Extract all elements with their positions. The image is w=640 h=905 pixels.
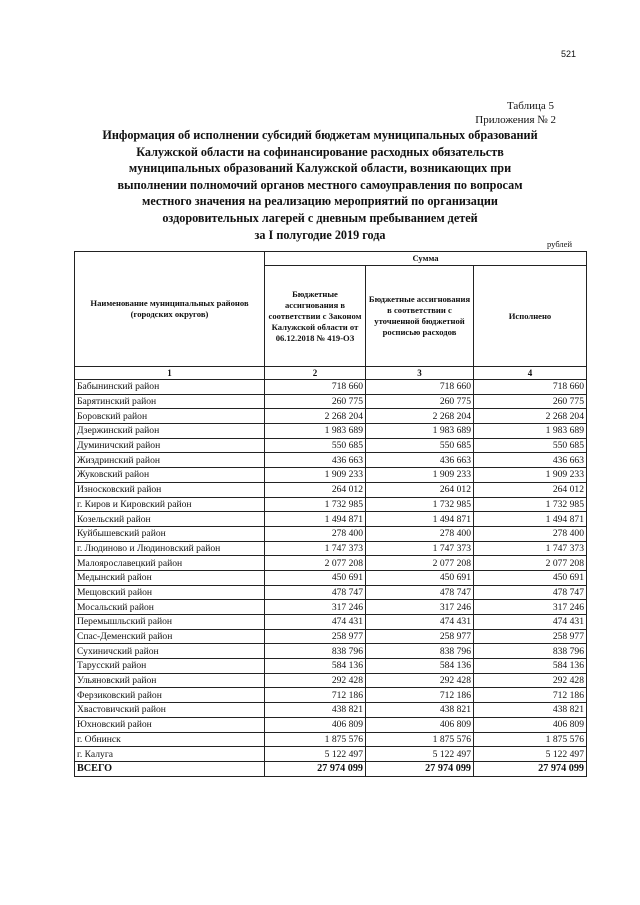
municipality-name: Малоярославецкий район <box>75 556 265 571</box>
title-line: Калужской области на софинансирование расходных обязательств <box>136 144 504 159</box>
table-row <box>75 570 587 585</box>
law-allocation-value: 550 685 <box>265 438 366 453</box>
municipality-name: Барятинский район <box>75 394 265 409</box>
table-body <box>75 380 587 777</box>
table-row <box>75 468 587 483</box>
executed-value: 2 268 204 <box>474 409 587 424</box>
page-number: 521 <box>560 49 576 59</box>
executed-value: 1 494 871 <box>474 512 587 527</box>
municipality-name: Хвастовичский район <box>75 703 265 718</box>
law-allocation-value: 260 775 <box>265 394 366 409</box>
appendix-label: Приложения № 2 <box>475 114 556 126</box>
executed-value: 260 775 <box>474 394 587 409</box>
table-row <box>75 688 587 703</box>
table-row <box>75 644 587 659</box>
title-line: муниципальных образований Калужской области, возникающих при <box>128 161 512 176</box>
municipality-name: г. Людиново и Людиновский район <box>75 541 265 556</box>
revised-allocation-value: 450 691 <box>366 570 474 585</box>
municipality-name: Сухиничский район <box>75 644 265 659</box>
column-number: 2 <box>265 367 366 380</box>
column-header-revised-allocations: Бюджетные ассигнования в соответствии с уточненной бюджетной росписью расходов <box>366 266 474 367</box>
municipality-name: Перемышльский район <box>75 615 265 630</box>
table-row <box>75 703 587 718</box>
municipality-name: Жиздринский район <box>75 453 265 468</box>
law-allocation-value: 478 747 <box>265 585 366 600</box>
municipality-name: Мещовский район <box>75 585 265 600</box>
municipality-name: Ферзиковский район <box>75 688 265 703</box>
column-number: 4 <box>474 367 587 380</box>
executed-value: 438 821 <box>474 703 587 718</box>
law-allocation-value: 5 122 497 <box>265 747 366 762</box>
table-row <box>75 438 587 453</box>
executed-value: 712 186 <box>474 688 587 703</box>
table-row <box>75 541 587 556</box>
executed-value: 292 428 <box>474 673 587 688</box>
law-allocation-value: 436 663 <box>265 453 366 468</box>
table-row <box>75 409 587 424</box>
revised-allocation-value: 278 400 <box>366 526 474 541</box>
law-allocation-value: 712 186 <box>265 688 366 703</box>
column-number: 3 <box>366 367 474 380</box>
municipality-name: Спас-Деменский район <box>75 629 265 644</box>
table-row <box>75 717 587 732</box>
table-row <box>75 615 587 630</box>
executed-value: 478 747 <box>474 585 587 600</box>
municipality-name: Мосальский район <box>75 600 265 615</box>
title-line: за I полугодие 2019 года <box>254 227 386 242</box>
municipality-name: Жуковский район <box>75 468 265 483</box>
executed-value: 1 747 373 <box>474 541 587 556</box>
municipality-name: Ульяновский район <box>75 673 265 688</box>
table-label: Таблица 5 <box>506 100 554 112</box>
law-allocation-value: 1 983 689 <box>265 424 366 439</box>
revised-allocation-value: 258 977 <box>366 629 474 644</box>
revised-allocation-value: 2 268 204 <box>366 409 474 424</box>
law-allocation-value: 406 809 <box>265 717 366 732</box>
column-number: 1 <box>75 367 265 380</box>
table-row <box>75 380 587 395</box>
law-allocation-value: 450 691 <box>265 570 366 585</box>
municipality-name: Юхновский район <box>75 717 265 732</box>
law-allocation-value: 438 821 <box>265 703 366 718</box>
executed-value: 406 809 <box>474 717 587 732</box>
revised-allocation-value: 1 909 233 <box>366 468 474 483</box>
revised-allocation-value: 474 431 <box>366 615 474 630</box>
total-executed: 27 974 099 <box>474 761 587 776</box>
revised-allocation-value: 712 186 <box>366 688 474 703</box>
executed-value: 2 077 208 <box>474 556 587 571</box>
executed-value: 1 983 689 <box>474 424 587 439</box>
law-allocation-value: 2 268 204 <box>265 409 366 424</box>
executed-value: 450 691 <box>474 570 587 585</box>
table-row <box>75 424 587 439</box>
municipality-name: Тарусский район <box>75 659 265 674</box>
table-row <box>75 600 587 615</box>
law-allocation-value: 1 747 373 <box>265 541 366 556</box>
law-allocation-value: 584 136 <box>265 659 366 674</box>
executed-value: 474 431 <box>474 615 587 630</box>
revised-allocation-value: 264 012 <box>366 482 474 497</box>
revised-allocation-value: 438 821 <box>366 703 474 718</box>
title-line: выполнении полномочий органов местного самоуправления по вопросам <box>117 177 523 192</box>
table-row <box>75 747 587 762</box>
table-row <box>75 732 587 747</box>
column-header-sum: Сумма <box>265 252 587 266</box>
law-allocation-value: 474 431 <box>265 615 366 630</box>
unit-label: рублей <box>547 239 572 249</box>
law-allocation-value: 1 494 871 <box>265 512 366 527</box>
law-allocation-value: 264 012 <box>265 482 366 497</box>
column-header-executed: Исполнено <box>474 266 587 367</box>
municipality-name: Козельский район <box>75 512 265 527</box>
budget-table <box>74 251 587 777</box>
municipality-name: Боровский район <box>75 409 265 424</box>
municipality-name: Бабынинский район <box>75 380 265 395</box>
executed-value: 1 732 985 <box>474 497 587 512</box>
law-allocation-value: 258 977 <box>265 629 366 644</box>
revised-allocation-value: 1 732 985 <box>366 497 474 512</box>
table-row <box>75 512 587 527</box>
municipality-name: г. Калуга <box>75 747 265 762</box>
revised-allocation-value: 436 663 <box>366 453 474 468</box>
law-allocation-value: 718 660 <box>265 380 366 395</box>
law-allocation-value: 1 732 985 <box>265 497 366 512</box>
table-row <box>75 673 587 688</box>
revised-allocation-value: 5 122 497 <box>366 747 474 762</box>
title-line: Информация об исполнении субсидий бюджетам муниципальных образований <box>102 128 538 142</box>
executed-value: 1 909 233 <box>474 468 587 483</box>
executed-value: 5 122 497 <box>474 747 587 762</box>
table-row <box>75 659 587 674</box>
revised-allocation-value: 1 747 373 <box>366 541 474 556</box>
table-row <box>75 497 587 512</box>
law-allocation-value: 838 796 <box>265 644 366 659</box>
table-row <box>75 585 587 600</box>
municipality-name: Медынский район <box>75 570 265 585</box>
table-row <box>75 526 587 541</box>
document-title <box>100 127 540 243</box>
table-row <box>75 629 587 644</box>
executed-value: 718 660 <box>474 380 587 395</box>
law-allocation-value: 292 428 <box>265 673 366 688</box>
revised-allocation-value: 260 775 <box>366 394 474 409</box>
table-row <box>75 482 587 497</box>
law-allocation-value: 2 077 208 <box>265 556 366 571</box>
revised-allocation-value: 718 660 <box>366 380 474 395</box>
executed-value: 550 685 <box>474 438 587 453</box>
table-row <box>75 556 587 571</box>
title-line: оздоровительных лагерей с дневным пребыванием детей <box>162 210 478 225</box>
total-revised-allocation: 27 974 099 <box>366 761 474 776</box>
law-allocation-value: 1 875 576 <box>265 732 366 747</box>
executed-value: 278 400 <box>474 526 587 541</box>
executed-value: 838 796 <box>474 644 587 659</box>
revised-allocation-value: 317 246 <box>366 600 474 615</box>
revised-allocation-value: 1 494 871 <box>366 512 474 527</box>
municipality-name: г. Обнинск <box>75 732 265 747</box>
law-allocation-value: 1 909 233 <box>265 468 366 483</box>
title-line: местного значения на реализацию мероприятий по организации <box>142 194 498 209</box>
municipality-name: Куйбышевский район <box>75 526 265 541</box>
municipality-name: Дзержинский район <box>75 424 265 439</box>
revised-allocation-value: 1 875 576 <box>366 732 474 747</box>
revised-allocation-value: 2 077 208 <box>366 556 474 571</box>
executed-value: 1 875 576 <box>474 732 587 747</box>
law-allocation-value: 317 246 <box>265 600 366 615</box>
revised-allocation-value: 478 747 <box>366 585 474 600</box>
revised-allocation-value: 584 136 <box>366 659 474 674</box>
executed-value: 264 012 <box>474 482 587 497</box>
total-label: ВСЕГО <box>75 761 265 776</box>
executed-value: 258 977 <box>474 629 587 644</box>
revised-allocation-value: 292 428 <box>366 673 474 688</box>
revised-allocation-value: 838 796 <box>366 644 474 659</box>
executed-value: 317 246 <box>474 600 587 615</box>
column-header-name: Наименование муниципальных районов (городских округов) <box>75 252 265 367</box>
revised-allocation-value: 1 983 689 <box>366 424 474 439</box>
total-row <box>75 761 587 776</box>
municipality-name: Износковский район <box>75 482 265 497</box>
executed-value: 436 663 <box>474 453 587 468</box>
column-header-law-allocations: Бюджетные ассигнования в соответствии с Законом Калужской области от 06.12.2018 № 419-ОЗ <box>265 266 366 367</box>
municipality-name: Думиничский район <box>75 438 265 453</box>
table-row <box>75 394 587 409</box>
table-row <box>75 453 587 468</box>
municipality-name: г. Киров и Кировский район <box>75 497 265 512</box>
revised-allocation-value: 406 809 <box>366 717 474 732</box>
total-law-allocation: 27 974 099 <box>265 761 366 776</box>
law-allocation-value: 278 400 <box>265 526 366 541</box>
executed-value: 584 136 <box>474 659 587 674</box>
revised-allocation-value: 550 685 <box>366 438 474 453</box>
